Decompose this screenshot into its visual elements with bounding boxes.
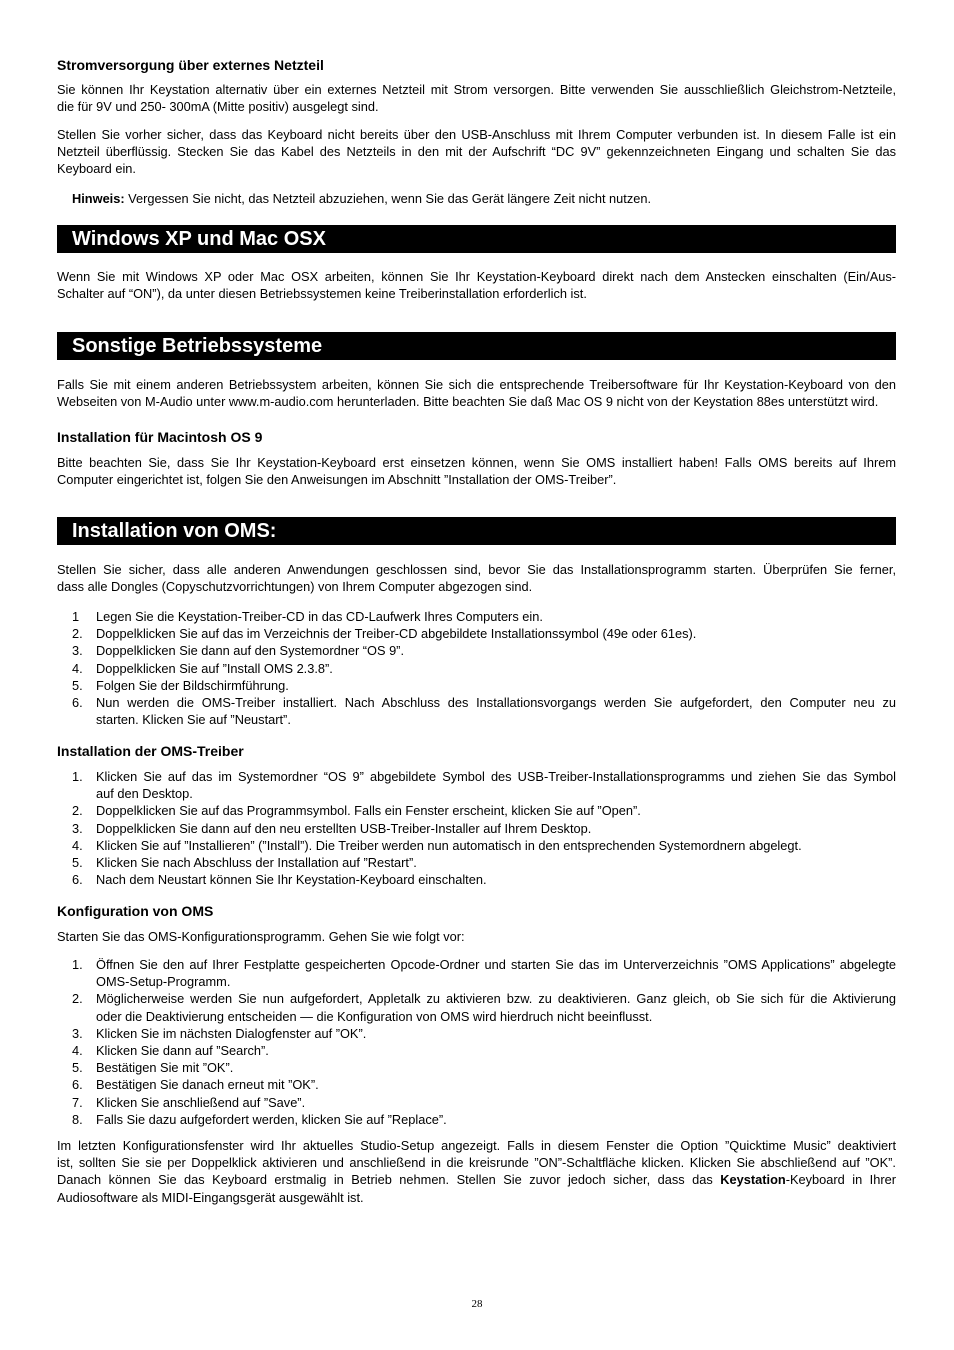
text-run: Danach können Sie das Keyboard erstmalig in Betrieb nehmen. Stellen Sie zuvor jedoch sicher, dass das xyxy=(57,1172,721,1188)
list-item-text xyxy=(96,1025,896,1042)
paragraph-config-intro xyxy=(57,928,896,945)
list-number: 3. xyxy=(72,820,83,836)
list-number: 4. xyxy=(72,1042,83,1058)
list-item xyxy=(57,837,896,854)
text-line: Nach dem Neustart können Sie Ihr Keystation-Keyboard einschalten. xyxy=(96,872,487,888)
paragraph-windows-mac xyxy=(57,268,896,302)
list-number: 8. xyxy=(72,1111,83,1127)
list-item xyxy=(57,1025,896,1042)
text-line: Klicken Sie im nächsten Dialogfenster auf ”OK”. xyxy=(96,1025,367,1041)
list-item-text xyxy=(96,608,896,625)
list-item-text xyxy=(96,854,896,871)
list-item-text xyxy=(96,837,896,854)
list-item-text xyxy=(96,1042,896,1059)
text-line: Keyboard ein. xyxy=(57,161,136,177)
paragraph-power-1 xyxy=(57,81,896,115)
list-number: 2. xyxy=(72,626,83,642)
list-item xyxy=(57,642,896,659)
text-line: Im letzten Konfigurationsfenster wird Ihr aktuelles Studio-Setup angezeigt. Falls in diesem Fenster die Option ”Quicktime Music” deaktiviert xyxy=(57,1138,896,1153)
text-line: die für 9V und 250- 300mA (Mitte positiv) ausgelegt sind. xyxy=(57,99,379,115)
text-line: Klicken Sie dann auf ”Search”. xyxy=(96,1042,269,1058)
list-item xyxy=(57,660,896,677)
list-item-text xyxy=(96,768,896,802)
heading-macintosh-os9: Installation für Macintosh OS 9 xyxy=(57,429,263,445)
list-item-text xyxy=(96,871,896,888)
text-line: Bestätigen Sie danach erneut mit ”OK”. xyxy=(96,1077,319,1093)
list-oms-steps xyxy=(57,608,896,728)
list-item xyxy=(57,871,896,888)
section-bar-windows-mac xyxy=(57,225,896,253)
text-run: -Keyboard in Ihrer xyxy=(785,1172,896,1188)
list-number: 3. xyxy=(72,643,83,659)
list-item xyxy=(57,990,896,1024)
list-item xyxy=(57,854,896,871)
list-item-text xyxy=(96,642,896,659)
section-title-other-os: Sonstige Betriebssysteme xyxy=(72,335,323,357)
list-item xyxy=(57,625,896,642)
list-number: 3. xyxy=(72,1025,83,1041)
text-line: Netzteil überflüssig. Stecken Sie das Kabel des Netzteils in den mit der Aufschrift “DC 9V” gekennzeichneten Eingang und schalten Sie das xyxy=(57,144,896,160)
list-item-text xyxy=(96,990,896,1024)
text-run: Vergessen Sie nicht, das Netzteil abzuziehen, wenn Sie das Gerät längere Zeit nicht nutzen. xyxy=(124,191,652,206)
text-line: Klicken Sie auf ”Installieren” (”Install”). Die Treiber werden nun automatisch in den entsprechenden Systemordnern abgelegt. xyxy=(96,837,802,853)
list-item xyxy=(57,694,896,728)
list-item xyxy=(57,1111,896,1128)
list-number: 2. xyxy=(72,803,83,819)
list-item xyxy=(57,1094,896,1111)
list-number: 6. xyxy=(72,694,83,710)
text-line: Stellen Sie sicher, dass alle anderen Anwendungen geschlossen sind, bevor Sie das Installationsprogramm starten. Überprüfen Sie ferner, xyxy=(57,562,896,577)
list-number: 5. xyxy=(72,854,83,870)
text-line: Webseiten von M-Audio unter www.m-audio.com herunterladen. Bitte beachten Sie daß Mac OS 9 nicht von der Keystation 88es unterstützt wird. xyxy=(57,394,879,410)
list-number: 5. xyxy=(72,1060,83,1076)
list-item xyxy=(57,820,896,837)
bold-text: Keystation xyxy=(720,1172,786,1188)
text-line: auf den Desktop. xyxy=(96,786,193,802)
text-line: Bestätigen Sie mit ”OK”. xyxy=(96,1060,234,1076)
list-item xyxy=(57,802,896,819)
list-number: 2. xyxy=(72,991,83,1007)
text-line: Folgen Sie der Bildschirmführung. xyxy=(96,677,289,693)
page-number: 28 xyxy=(471,1298,483,1310)
list-item-text xyxy=(96,1094,896,1111)
paragraph-power-2 xyxy=(57,126,896,178)
text-line: Starten Sie das OMS-Konfigurationsprogramm. Gehen Sie wie folgt vor: xyxy=(57,929,465,944)
text-line: Doppelklicken Sie dann auf den Systemordner “OS 9”. xyxy=(96,643,405,659)
text-line: Klicken Sie anschließend auf ”Save”. xyxy=(96,1094,306,1110)
list-number: 5. xyxy=(72,677,83,693)
list-number: 1. xyxy=(72,957,83,972)
heading-oms-config: Konfiguration von OMS xyxy=(57,903,214,919)
list-item-text xyxy=(96,956,896,990)
text-line: starten. Klicken Sie auf ”Neustart”. xyxy=(96,712,291,728)
list-item-text xyxy=(96,625,896,642)
list-number: 4. xyxy=(72,660,83,676)
list-driver-steps xyxy=(57,768,896,888)
note-unplug xyxy=(72,190,896,207)
list-number: 1. xyxy=(72,769,83,784)
text-line xyxy=(57,1171,896,1188)
paragraph-macintosh-os9 xyxy=(57,454,896,488)
list-item-text xyxy=(96,802,896,819)
text-line: Audiosoftware als MIDI-Eingangsgerät ausgewählt ist. xyxy=(57,1189,364,1205)
text-line: Computer eingerichtet ist, folgen Sie den Anweisungen im Abschnitt ”Installation der OMS-Treiber”. xyxy=(57,472,617,488)
list-config-steps xyxy=(57,956,896,1128)
text-line: Falls Sie mit einem anderen Betriebssystem arbeiten, können Sie sich die entsprechende Treibersoftware für Ihr Keystation-Keyboard von den xyxy=(57,377,896,392)
text-line: ist, sollten Sie sie per Doppelklick aktivieren und anschließend in die kreisrunde ”ON”-Schaltfläche klicken. Klicken Sie abschließend auf ”OK”. xyxy=(57,1155,896,1171)
text-line: Öffnen Sie den auf Ihrer Festplatte gespeicherten Opcode-Ordner und starten Sie das im Unterverzeichnis ”OMS Applications” abgelegte xyxy=(96,957,896,972)
section-bar-other-os xyxy=(57,332,896,360)
paragraph-other-os xyxy=(57,376,896,410)
paragraph-closing xyxy=(57,1137,896,1206)
text-line: Bitte beachten Sie, dass Sie Ihr Keystation-Keyboard erst einsetzen können, wenn Sie OMS installiert haben! Falls OMS bereits auf Ihrem xyxy=(57,455,896,470)
paragraph-oms-intro xyxy=(57,561,896,595)
text-line: Wenn Sie mit Windows XP oder Mac OSX arbeiten, können Sie Ihr Keystation-Keyboard direkt nach dem Anstecken einschalten (Ein/Aus- xyxy=(57,269,896,284)
bold-text: Hinweis: xyxy=(72,191,125,206)
list-item-text xyxy=(96,1111,896,1128)
list-item xyxy=(57,956,896,990)
text-line: Möglicherweise werden Sie nun aufgefordert, Appletalk zu aktivieren bzw. zu deaktivieren. Ganz gleich, ob Sie sich für die Aktivierung xyxy=(96,991,896,1007)
text-line: Nun werden die OMS-Treiber installiert. Nach Abschluss des Installationsvorgangs werden Sie aufgefordert, den Computer neu zu xyxy=(96,694,896,710)
list-item-text xyxy=(96,1059,896,1076)
text-line: dass alle Dongles (Copyschutzvorrichtungen) von Ihrem Computer abgezogen sind. xyxy=(57,579,533,595)
list-item xyxy=(57,1042,896,1059)
text-line: Doppelklicken Sie auf ”Install OMS 2.3.8”. xyxy=(96,660,333,676)
list-item-text xyxy=(96,677,896,694)
text-line: OMS-Setup-Programm. xyxy=(96,974,231,990)
list-item xyxy=(57,608,896,625)
section-title-oms-install: Installation von OMS: xyxy=(72,520,277,542)
text-line: Klicken Sie nach Abschluss der Installation auf ”Restart”. xyxy=(96,854,417,870)
text-line: Sie können Ihr Keystation alternativ über ein externes Netzteil mit Strom versorgen. Bitte verwenden Sie ausschließlich Gleichstrom-Netzteile, xyxy=(57,82,896,97)
list-item-text xyxy=(96,694,896,728)
list-item xyxy=(57,1076,896,1093)
list-number: 7. xyxy=(72,1094,83,1110)
text-line: Doppelklicken Sie auf das Programmsymbol. Falls ein Fenster erscheint, klicken Sie auf ”Open”. xyxy=(96,803,641,819)
text-line: Falls Sie dazu aufgefordert werden, klicken Sie auf ”Replace”. xyxy=(96,1111,447,1127)
text-line: oder die Deaktivierung entscheiden — die Konfiguration von OMS wird hierdruch nicht beeinflusst. xyxy=(96,1008,653,1024)
list-item xyxy=(57,1059,896,1076)
section-bar-oms-install xyxy=(57,517,896,545)
list-item-text xyxy=(96,660,896,677)
text-line: Legen Sie die Keystation-Treiber-CD in das CD-Laufwerk Ihres Computers ein. xyxy=(96,609,543,624)
text-line xyxy=(72,190,896,207)
text-line: Doppelklicken Sie dann auf den neu erstellten USB-Treiber-Installer auf Ihrem Desktop. xyxy=(96,820,592,836)
list-number: 1 xyxy=(72,609,80,624)
list-item xyxy=(57,768,896,802)
text-line: Doppelklicken Sie auf das im Verzeichnis der Treiber-CD abgebildete Installationssymbol (49e oder 61es). xyxy=(96,626,697,642)
list-item-text xyxy=(96,1076,896,1093)
list-number: 4. xyxy=(72,837,83,853)
heading-power-supply: Stromversorgung über externes Netzteil xyxy=(57,57,324,73)
text-line: Schalter auf “ON”), da unter diesen Betriebssystemen keine Treiberinstallation erforderlich ist. xyxy=(57,286,587,302)
text-line: Klicken Sie auf das im Systemordner “OS 9” abgebildete Symbol des USB-Treiber-Installationsprogramms und ziehen Sie das Symbol xyxy=(96,769,896,784)
list-number: 6. xyxy=(72,1077,83,1093)
section-title-windows-mac: Windows XP und Mac OSX xyxy=(72,228,326,250)
list-item-text xyxy=(96,820,896,837)
text-line: Stellen Sie vorher sicher, dass das Keyboard nicht bereits über den USB-Anschluss mit Ihrem Computer verbunden ist. In diesem Falle ist ein xyxy=(57,127,896,142)
list-item xyxy=(57,677,896,694)
list-number: 6. xyxy=(72,872,83,888)
heading-oms-drivers: Installation der OMS-Treiber xyxy=(57,743,244,759)
